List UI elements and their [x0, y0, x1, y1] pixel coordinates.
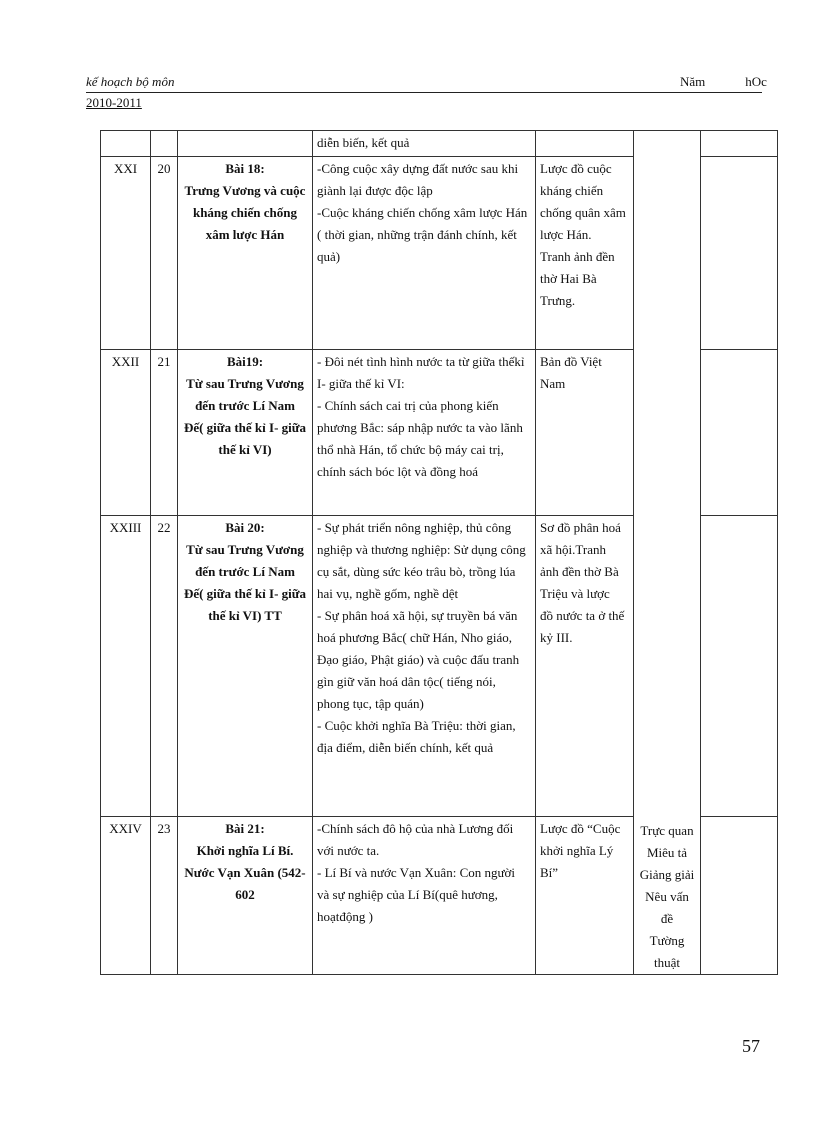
title-line: Đế( giữa thế kỉ I- giữa: [183, 586, 307, 601]
notes-cell: [701, 817, 778, 975]
content-line: - Cuộc khởi nghĩa Bà Triệu: thời gian,: [317, 718, 516, 733]
lesson-title-cell: [178, 350, 313, 516]
teaching-aids-cell: [536, 350, 634, 516]
lesson-content-cell: [313, 157, 536, 350]
content-line: - Sự phát triển nông nghiệp, thủ công: [317, 520, 512, 535]
aids-line: kỷ III.: [540, 630, 573, 645]
title-line: Bài 20:: [225, 520, 265, 535]
aids-line: đồ nước ta ở thế: [540, 608, 625, 623]
lesson-number-cell: 22: [151, 516, 178, 817]
method-line: thuật: [654, 955, 680, 970]
content-line: -Chính sách đô hộ của nhà Lương đối: [317, 821, 514, 836]
method-line: Miêu tả: [646, 845, 688, 860]
week-cell: XXII: [101, 350, 151, 516]
content-line: -Cuộc kháng chiến chống xâm lược Hán: [317, 205, 528, 220]
teaching-aids-cell: [536, 516, 634, 817]
content-line: diễn biến, kết quả: [317, 135, 410, 150]
week-cell: XXIII: [101, 516, 151, 817]
title-line: Nước Vạn Xuân (542-: [184, 865, 306, 880]
aids-line: thờ Hai Bà: [540, 271, 597, 286]
title-line: 602: [235, 887, 255, 902]
notes-cell: [701, 516, 778, 817]
title-line: Bài19:: [226, 354, 264, 369]
aids-line: Lược đồ “Cuộc: [540, 821, 621, 836]
lesson-content-cell: [313, 350, 536, 516]
lesson-title-cell: [178, 157, 313, 350]
lesson-plan-table: [100, 130, 778, 975]
method-line: Tường: [649, 933, 685, 948]
lesson-number-cell: 21: [151, 350, 178, 516]
content-line: hoá phương Bắc( chữ Hán, Nho giáo,: [317, 630, 512, 645]
title-line: Đế( giữa thế kỉ I- giữa: [183, 420, 307, 435]
header-year-word: Năm: [680, 74, 706, 89]
title-line: xâm lược Hán: [205, 227, 285, 242]
content-line: phong tục, tập quán): [317, 696, 424, 711]
aids-line: Sơ đồ phân hoá: [540, 520, 621, 535]
header-year: 2010-2011: [86, 95, 142, 110]
lesson-content-cell: [313, 131, 536, 157]
notes-cell: [701, 350, 778, 516]
aids-line: Trưng.: [540, 293, 576, 308]
teaching-aids-cell: [536, 131, 634, 157]
teaching-aids-cell: [536, 157, 634, 350]
aids-line: Tranh ảnh đền: [540, 249, 615, 264]
aids-line: kháng chiến: [540, 183, 604, 198]
title-line: Bài 21:: [225, 821, 265, 836]
week-cell: XXIV: [101, 817, 151, 975]
aids-line: chống quân xâm: [540, 205, 626, 220]
content-line: - Chính sách cai trị của phong kiến: [317, 398, 499, 413]
content-line: quả): [317, 249, 341, 264]
title-line: Bài 18:: [225, 161, 265, 176]
lesson-title-cell: [178, 516, 313, 817]
content-line: với nước ta.: [317, 843, 380, 858]
lesson-title-cell: [178, 817, 313, 975]
content-line: gìn giữ văn hoá dân tộc( tiếng nói,: [317, 674, 496, 689]
content-line: cụ sắt, dùng sức kéo trâu bò, trồng lúa: [317, 564, 516, 579]
week-cell: XXI: [101, 157, 151, 350]
lesson-number-cell: 20: [151, 157, 178, 350]
content-line: I- giữa thế kỉ VI:: [317, 376, 405, 391]
title-line: đến trước Lí Nam: [195, 564, 295, 579]
method-line: đề: [660, 911, 674, 926]
header-school-year-label: [680, 74, 767, 90]
content-line: - Sự phân hoá xã hội, sự truyền bá văn: [317, 608, 518, 623]
table-row: [101, 131, 778, 157]
week-cell: [101, 131, 151, 157]
aids-line: Triệu và lược: [540, 586, 610, 601]
aids-line: ảnh đền thờ Bà: [540, 564, 619, 579]
title-line: thế kỉ VI) TT: [208, 608, 282, 623]
header-divider: [86, 92, 762, 93]
title-line: Từ sau Trưng Vương: [186, 376, 304, 391]
content-line: nghiệp và thương nghiệp: Sử dụng công: [317, 542, 526, 557]
teaching-methods-cell: [634, 131, 701, 975]
aids-line: khởi nghĩa Lý: [540, 843, 614, 858]
title-line: kháng chiến chống: [192, 205, 298, 220]
content-line: - Đôi nét tình hình nước ta từ giữa thếkỉ: [317, 354, 525, 369]
title-line: Trưng Vương và cuộc: [184, 183, 306, 198]
title-line: Khởi nghĩa Lí Bí.: [196, 843, 294, 858]
content-line: - Lí Bí và nước Vạn Xuân: Con người: [317, 865, 516, 880]
lesson-content-cell: [313, 817, 536, 975]
content-line: hoạtđộng ): [317, 909, 373, 924]
lesson-title-cell: [178, 131, 313, 157]
content-line: hai vụ, nghề gốm, nghề dệt: [317, 586, 459, 601]
method-line: Nêu vấn: [645, 889, 689, 904]
content-line: và sự nghiệp của Lí Bí(quê hương,: [317, 887, 498, 902]
content-line: -Công cuộc xây dựng đất nước sau khi: [317, 161, 519, 176]
content-line: phương Bắc: sáp nhập nước ta vào lãnh: [317, 420, 523, 435]
notes-cell: [701, 157, 778, 350]
notes-cell: [701, 131, 778, 157]
content-line: giành lại được độc lập: [317, 183, 433, 198]
teaching-aids-cell: [536, 817, 634, 975]
aids-line: Bản đồ Việt: [540, 354, 602, 369]
aids-line: Lược đồ cuộc: [540, 161, 612, 176]
title-line: thế kỉ VI): [218, 442, 272, 457]
title-line: Từ sau Trưng Vương: [186, 542, 304, 557]
lesson-number-cell: [151, 131, 178, 157]
lesson-content-cell: [313, 516, 536, 817]
content-line: ( thời gian, những trận đánh chính, kết: [317, 227, 517, 242]
header-year-word-2: hOc: [745, 74, 767, 89]
method-line: Giảng giải: [639, 867, 695, 882]
aids-line: lược Hán.: [540, 227, 592, 242]
aids-line: Bí”: [540, 865, 559, 880]
lesson-number-cell: 23: [151, 817, 178, 975]
aids-line: Nam: [540, 376, 566, 391]
content-line: chính sách bóc lột và đồng hoá: [317, 464, 479, 479]
content-line: Đạo giáo, Phật giáo) và cuộc đấu tranh: [317, 652, 520, 667]
method-line: Trực quan: [640, 823, 694, 838]
title-line: đến trước Lí Nam: [195, 398, 295, 413]
aids-line: xã hội.Tranh: [540, 542, 606, 557]
header-subject-plan: kế hoạch bộ môn: [86, 74, 175, 89]
content-line: địa điểm, diễn biến chính, kết quả: [317, 740, 494, 755]
content-line: thổ nhà Hán, tổ chức bộ máy cai trị,: [317, 442, 504, 457]
page-number: 57: [742, 1036, 760, 1056]
